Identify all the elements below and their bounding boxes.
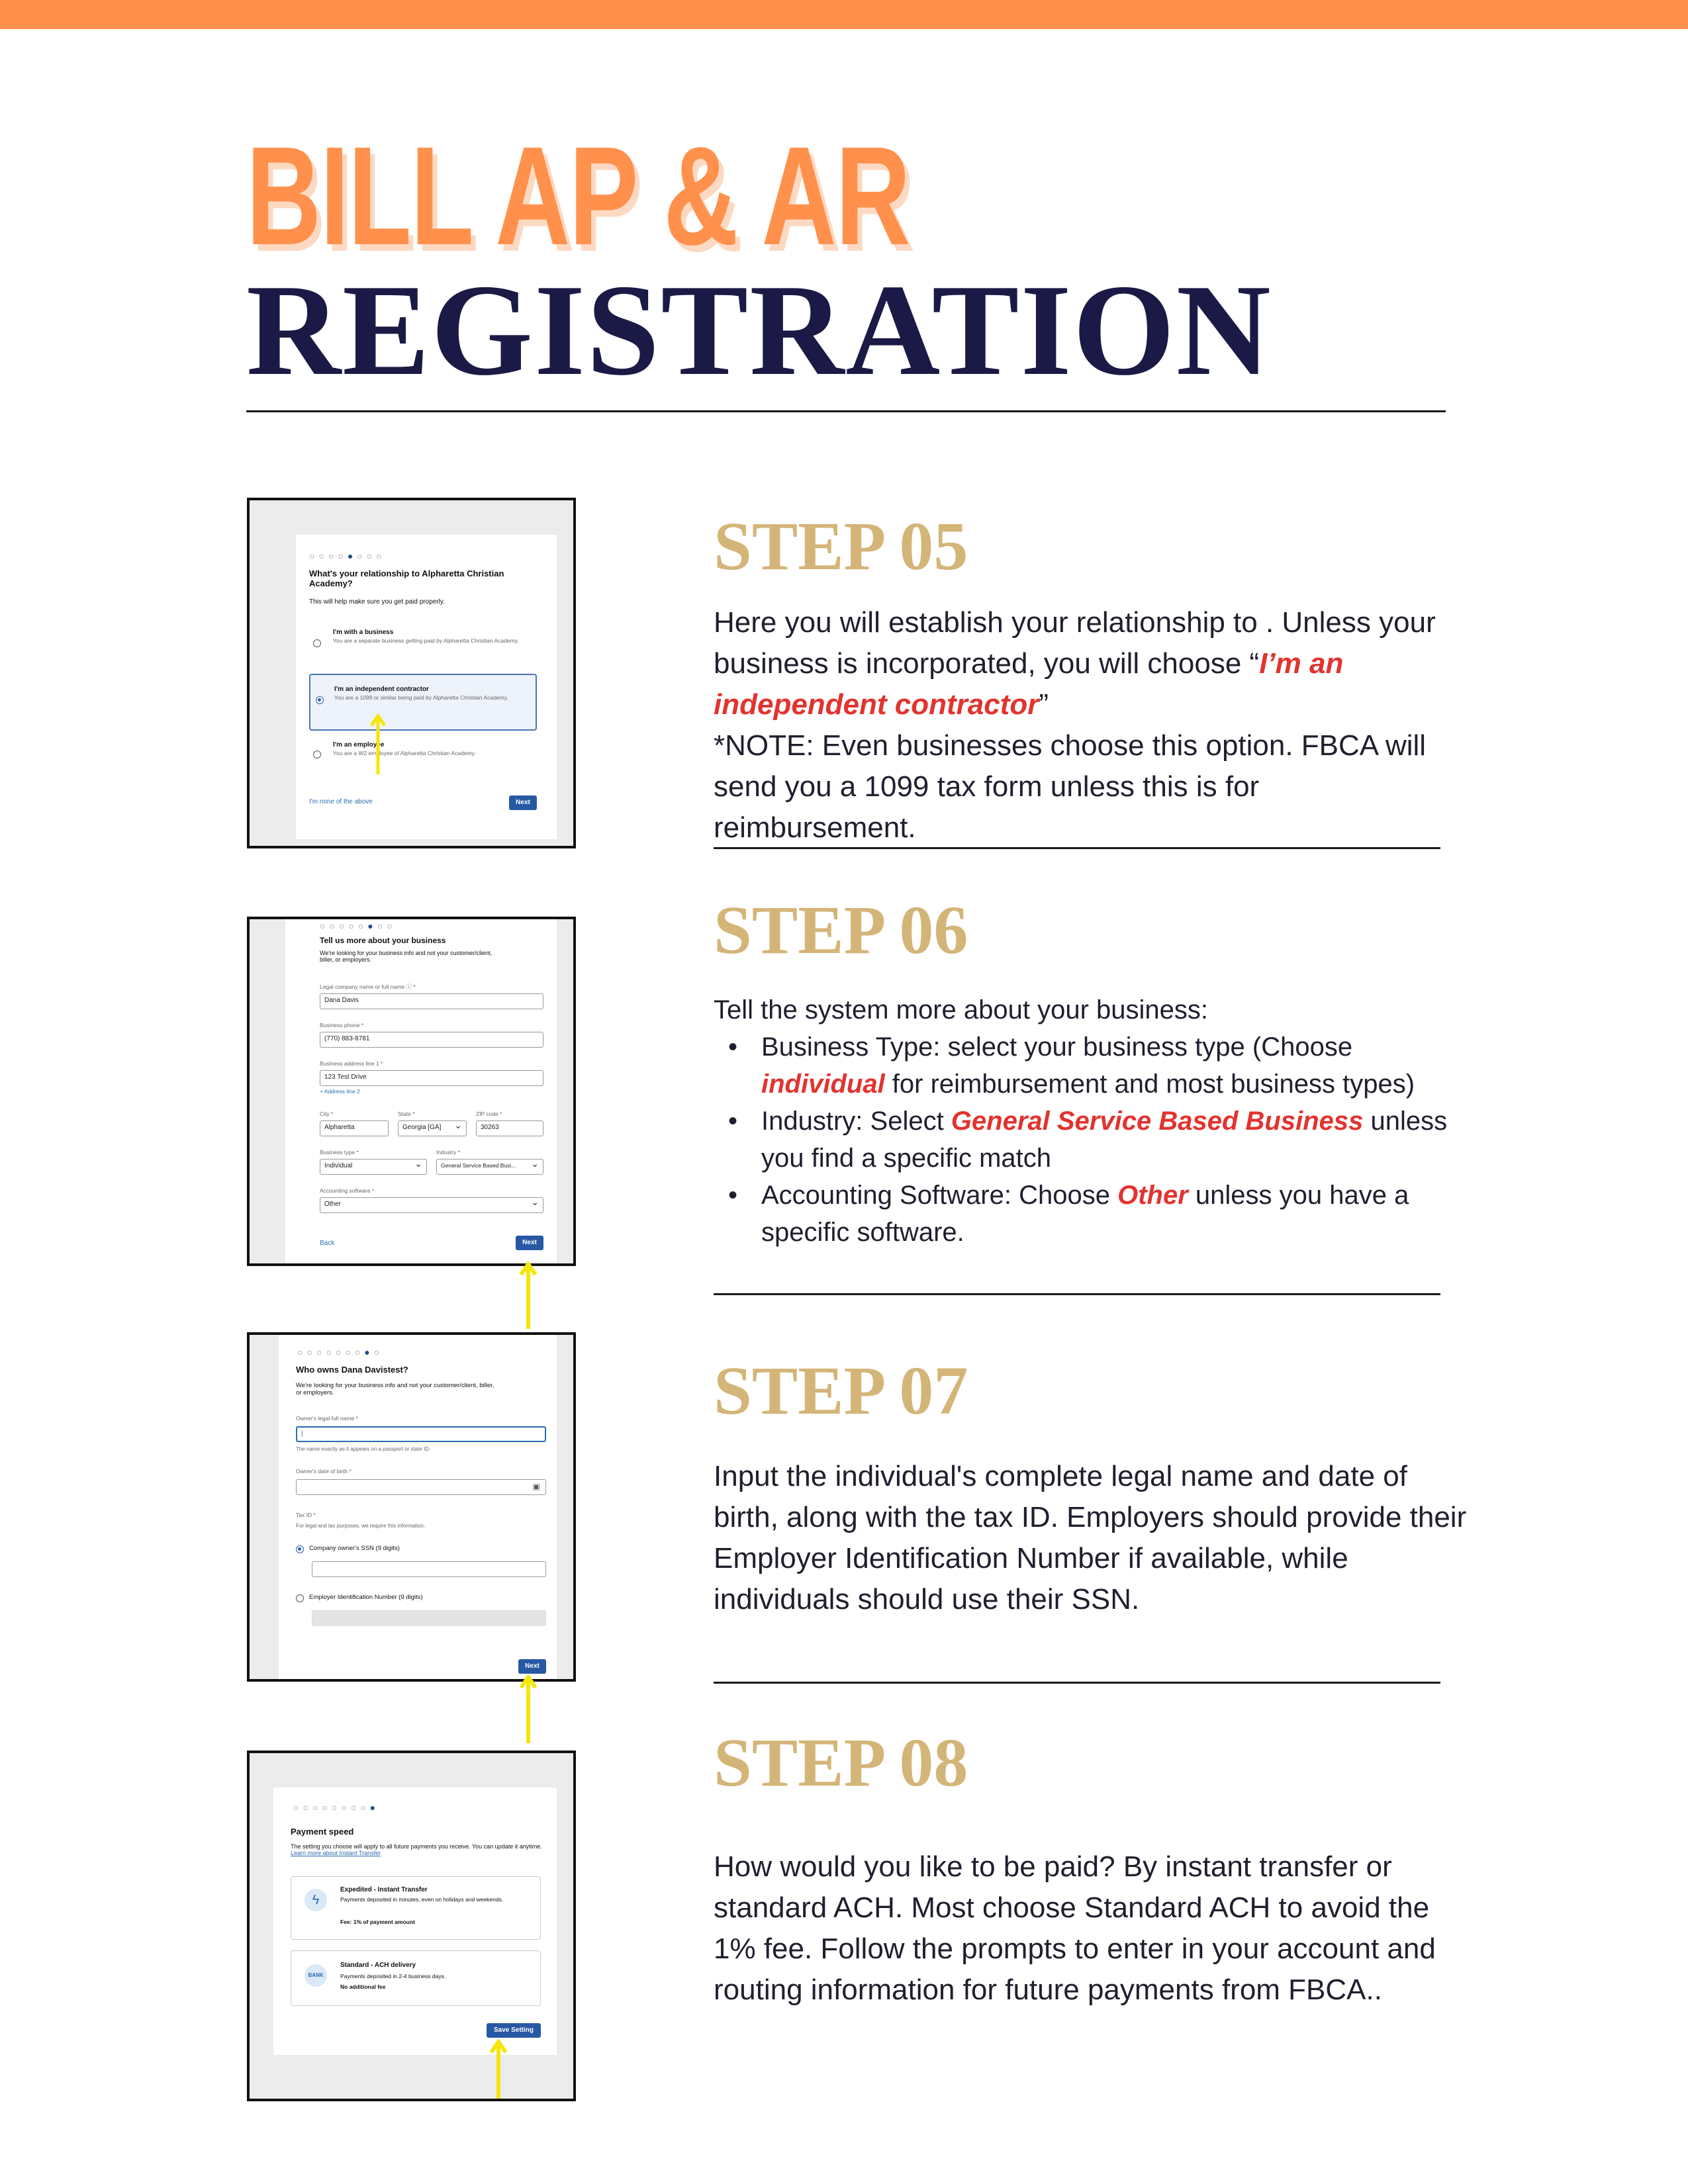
city-label: City * [320, 1111, 334, 1117]
zip-label: ZIP code * [476, 1111, 502, 1117]
owner-form-title: Who owns Dana Davistest? [296, 1365, 408, 1375]
bullet-accounting-software: • Accounting Software: Choose Other unless you have a specific software. [714, 1177, 1481, 1251]
ein-option-label: Employer Identification Number (9 digits) [309, 1594, 423, 1601]
standard-title: Standard - ACH delivery [340, 1962, 416, 1969]
top-accent-bar [0, 0, 1688, 29]
step06-divider [714, 1293, 1440, 1295]
title-line-2: REGISTRATION [246, 257, 1272, 402]
address-input[interactable]: 123 Test Drive [320, 1070, 543, 1086]
yellow-arrow-icon [370, 713, 386, 774]
state-select[interactable]: Georgia [GA] ⌄ [398, 1120, 467, 1136]
instant-title: Expedited - Instant Transfer [340, 1886, 428, 1893]
instant-transfer-link[interactable]: Learn more about Instant Transfer [291, 1850, 381, 1857]
option-contractor-desc: You are a 1099 or similar being paid by Alpharetta Christian Academy. [334, 694, 508, 701]
step05-text-b: ” [1039, 688, 1049, 721]
step07-card [279, 1335, 557, 1682]
dob-label: Owner's date of birth * [296, 1468, 352, 1475]
company-label: Legal company name or full name ⓘ * [320, 983, 416, 990]
bullet-industry: • Industry: Select General Service Based Business unless you find a specific match [714, 1103, 1481, 1177]
phone-input[interactable]: (770) 883-8781 [320, 1032, 543, 1048]
tax-id-hint: For legal and tax purposes, we require this information. [296, 1523, 426, 1529]
step07-paragraph: Input the individual's complete legal name and date of birth, along with the tax ID. Employers should provide their Employer Identification Number if available, while individuals should use their SSN. [714, 1460, 1467, 1615]
ein-input-disabled [312, 1610, 546, 1626]
phone-label: Business phone * [320, 1022, 364, 1028]
step06-screenshot [247, 917, 576, 1266]
step07-divider [714, 1682, 1440, 1684]
title-line-1: BILL AP & AR [246, 117, 910, 274]
step05-screenshot [247, 498, 576, 848]
address-label: Business address line 1 * [320, 1060, 383, 1067]
step08-card [273, 1788, 557, 2055]
owner-name-input[interactable]: | [296, 1426, 546, 1442]
business-type-label: Business type * [320, 1149, 359, 1156]
step05-highlight: I’m an independent contractor [714, 647, 1344, 721]
none-of-above-link[interactable]: I'm none of the above [309, 798, 373, 805]
instant-fee: Fee: 1% of payment amount [340, 1919, 415, 1925]
software-select[interactable]: Other ⌄ [320, 1197, 543, 1213]
back-link[interactable]: Back [320, 1240, 335, 1247]
step07-heading: STEP 07 [714, 1353, 968, 1429]
standard-desc: Payments deposited in 2-4 business days. [340, 1973, 446, 1979]
step07-screenshot [247, 1332, 576, 1682]
instant-desc: Payments deposited in minutes, even on holidays and weekends. [340, 1896, 504, 1903]
option-instant-transfer[interactable] [291, 1876, 541, 1940]
owner-name-hint: The name exactly as it appears on a passport or state ID. [296, 1446, 431, 1452]
relationship-subtitle: This will help make sure you get paid properly. [309, 598, 445, 606]
step05-divider [714, 847, 1440, 849]
step05-text-a: Here you will establish your relationship to . Unless your business is incorporated, you will choose “ [714, 606, 1436, 680]
address-line2-link[interactable]: + Address line 2 [320, 1088, 360, 1095]
progress-dots: ○○○○○●○○ [320, 921, 397, 931]
zip-input[interactable]: 30263 [476, 1120, 543, 1136]
next-button[interactable]: Next [516, 1236, 543, 1250]
company-name-input[interactable]: Dana Davis [320, 993, 543, 1009]
step06-intro: Tell the system more about your business: [714, 995, 1209, 1024]
option-employee-title: I'm an employee [333, 741, 385, 749]
city-input[interactable]: Alpharetta [320, 1120, 389, 1136]
business-form-title: Tell us more about your business [320, 936, 446, 945]
yellow-arrow-icon [489, 2039, 508, 2101]
progress-dots: ○○○○○○○●○ [297, 1347, 384, 1357]
next-button[interactable]: Next [509, 796, 537, 810]
radio-ssn[interactable] [296, 1545, 304, 1553]
step06-content [714, 991, 1481, 1251]
step05-paragraph [714, 602, 1468, 848]
relationship-question: What's your relationship to Alpharetta Christian Academy? [309, 569, 504, 588]
radio-business[interactable] [313, 639, 321, 647]
option-business-title: I'm with a business [333, 629, 394, 636]
tax-id-label: Tax ID * [296, 1512, 316, 1518]
payment-speed-title: Payment speed [291, 1827, 354, 1837]
step08-heading: STEP 08 [714, 1725, 968, 1801]
step05-card [296, 535, 557, 839]
yellow-arrow-icon [519, 1261, 538, 1329]
industry-label: Industry * [436, 1149, 460, 1156]
lightning-icon: ϟ [305, 1889, 327, 1911]
option-business-desc: You are a separate business getting paid by Alpharetta Christian Academy. [333, 637, 519, 644]
step06-card [285, 919, 557, 1266]
payment-speed-subtitle: The setting you choose will apply to all future payments you receive. You can update it anytime. Learn more about Instant Transfer [291, 1843, 542, 1857]
next-button[interactable]: Next [518, 1659, 546, 1674]
title-divider [246, 410, 1446, 412]
dob-input[interactable] [296, 1479, 546, 1495]
option-contractor-title: I'm an independent contractor [334, 686, 429, 693]
progress-dots: ○○○○○○○○● [293, 1802, 380, 1813]
yellow-arrow-icon [519, 1674, 538, 1743]
ssn-input[interactable] [312, 1561, 546, 1577]
option-contractor-selected[interactable] [309, 674, 537, 731]
state-label: State * [398, 1111, 415, 1117]
step08-screenshot [247, 1751, 576, 2101]
step08-paragraph: How would you like to be paid? By instant transfer or standard ACH. Most choose Standard ACH to avoid the 1% fee. Follow the prompts to enter in your account and routing information for future payments from FBCA.. [714, 1850, 1436, 2006]
owner-form-subtitle: We're looking for your business info and not your customer/client, biller, or employers. [296, 1382, 494, 1396]
bullet-business-type: • Business Type: select your business type (Choose individual for reimbursement and most business types) [714, 1028, 1481, 1103]
step05-heading: STEP 05 [714, 508, 968, 584]
owner-name-label: Owner's legal full name * [296, 1415, 358, 1422]
ssn-option-label: Company owner's SSN (9 digits) [309, 1545, 400, 1552]
industry-select[interactable]: General Service Based Busi... ⌄ [436, 1159, 543, 1175]
step06-heading: STEP 06 [714, 892, 968, 968]
radio-employee[interactable] [313, 751, 321, 758]
calendar-icon[interactable]: ▣ [532, 1482, 540, 1491]
business-form-subtitle: We're looking for your business info and not your customer/client, biller, or employers. [320, 950, 492, 964]
option-standard-ach[interactable] [291, 1950, 541, 2006]
radio-ein[interactable] [296, 1594, 304, 1602]
radio-contractor[interactable] [316, 696, 324, 704]
progress-dots: ○○○○●○○○ [309, 551, 386, 561]
step05-note: *NOTE: Even businesses choose this option. FBCA will send you a 1099 tax form unless this is for reimbursement. [714, 729, 1427, 844]
software-label: Accounting software * [320, 1187, 375, 1194]
save-setting-button[interactable]: Save Setting [487, 2023, 541, 2038]
standard-fee: No additional fee [340, 1983, 386, 1990]
business-type-select[interactable]: Individual ⌄ [320, 1159, 427, 1175]
option-employee-desc: You are a W2 employee of Alpharetta Christian Academy. [333, 750, 476, 756]
bank-icon: BANK [305, 1964, 327, 1987]
